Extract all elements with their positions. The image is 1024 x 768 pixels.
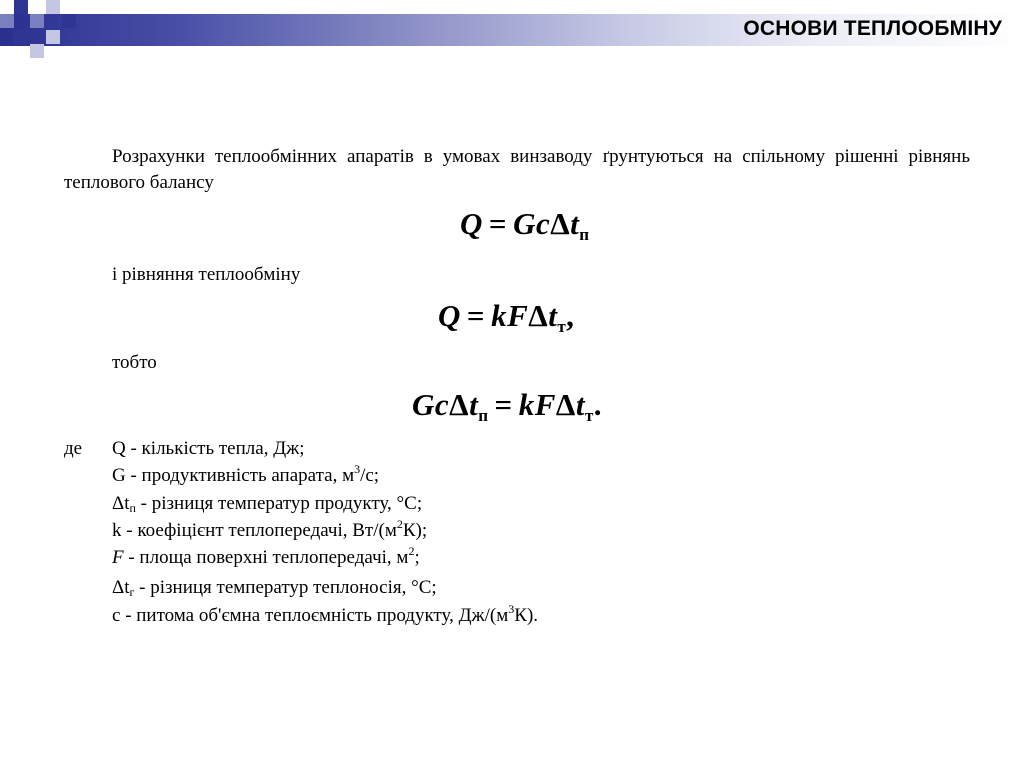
that-is-text: тобто	[112, 352, 157, 373]
heat-exchange-formula	[438, 298, 574, 334]
formula-symbol: Q	[460, 206, 483, 241]
formula-symbol: Gc	[412, 387, 450, 422]
formula-punctuation: .	[593, 387, 603, 422]
delta-symbol: Δ	[528, 298, 549, 333]
definition-f: F - площа поверхні теплопередачі, $м^2$;	[112, 544, 420, 568]
formula-punctuation: ,	[566, 298, 575, 333]
formula-subscript: т	[557, 317, 567, 336]
formula-symbol: Gc	[513, 206, 551, 241]
definition-c: c - питома об'ємна теплоємність продукту, $Дж/(м^3К)$.	[112, 602, 539, 626]
definition-k: k - коефіцієнт теплопередачі, $Вт/(м^2К)$;	[112, 517, 428, 541]
formula-equals: =	[466, 298, 486, 333]
definition-delta-tp: $\Delta t_п$ - різниця температур продукту, °С;	[112, 493, 423, 515]
heat-balance-formula	[460, 206, 590, 242]
combined-formula	[412, 387, 602, 423]
formula-equals: =	[494, 387, 513, 422]
formula-symbol: kF	[518, 387, 556, 422]
equation-intro-text: і рівняння теплообміну	[112, 264, 301, 285]
formula-symbol: t	[469, 387, 479, 422]
formula-symbol: t	[575, 387, 585, 422]
formula-subscript: п	[478, 406, 489, 425]
formula-symbol: t	[570, 206, 580, 241]
formula-symbol: t	[548, 298, 558, 333]
definition-g: G - продуктивність апарата, $м^3/с$;	[112, 462, 380, 486]
formula-symbol: Q	[438, 298, 461, 333]
definition-delta-tg: $\Delta t_г$ - різниця температур теплоносія, °С;	[112, 577, 437, 599]
slide-title: ОСНОВИ ТЕПЛООБМІНУ	[743, 17, 1002, 40]
formula-equals: =	[488, 206, 508, 241]
delta-symbol: Δ	[449, 387, 470, 422]
formula-subscript: т	[584, 406, 594, 425]
definition-q: Q - кількість тепла, Дж;	[112, 438, 305, 459]
delta-symbol: Δ	[550, 206, 571, 241]
intro-paragraph: Розрахунки теплообмінних апаратів в умовах винзаводу ґрунтуються на спільному рішенні рівнянь теплового балансу	[64, 146, 970, 193]
where-label: де	[64, 438, 83, 459]
formula-symbol: kF	[491, 298, 529, 333]
formula-subscript: п	[579, 225, 590, 244]
delta-symbol: Δ	[555, 387, 576, 422]
